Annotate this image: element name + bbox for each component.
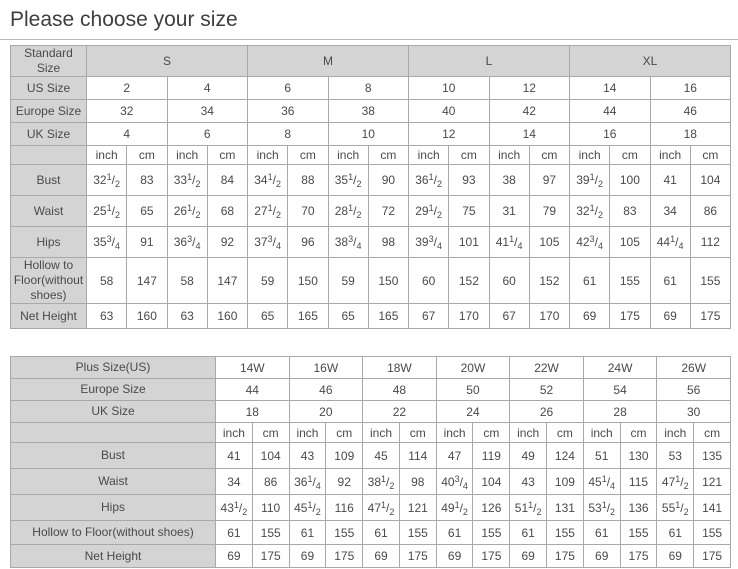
value-cell: 155 [326,521,363,545]
size-cell: 18 [216,401,290,423]
size-cell: 26W [657,357,731,379]
value-cell: 170 [529,304,569,329]
value-cell: 126 [473,495,510,521]
size-cell: 12 [409,123,490,146]
size-cell: 4 [87,123,168,146]
value-cell: 86 [252,469,289,495]
value-cell: 65 [328,304,368,329]
size-group-cell: XL [570,46,731,77]
value-cell: 65 [127,196,167,227]
value-cell: $29^1/_2$ [409,196,449,227]
value-cell: 121 [399,495,436,521]
value-cell: 130 [620,443,657,469]
value-cell: 70 [288,196,328,227]
value-cell: 115 [620,469,657,495]
value-cell: 147 [127,258,167,304]
value-cell: 69 [289,545,326,568]
value-cell: $36^3/_4$ [167,227,207,258]
value-cell: 175 [326,545,363,568]
value-cell: 135 [694,443,731,469]
size-group-cell: L [409,46,570,77]
value-cell: 59 [248,258,288,304]
size-cell: 16W [289,357,363,379]
value-cell: 61 [363,521,400,545]
unit-cell: inch [570,146,610,165]
size-cell: 10 [409,77,490,100]
unit-cell: inch [510,423,547,443]
unit-cell: cm [690,146,730,165]
standard-size-table [10,45,731,329]
size-cell: 20W [436,357,510,379]
row-label: Plus Size(US) [11,357,216,379]
value-cell: 34 [216,469,253,495]
size-group-cell: S [87,46,248,77]
size-group-cell: M [248,46,409,77]
value-cell: 109 [326,443,363,469]
size-cell: 34 [167,100,248,123]
unit-cell: inch [87,146,127,165]
value-cell: 136 [620,495,657,521]
value-cell: $25^1/_2$ [87,196,127,227]
size-cell: 6 [167,123,248,146]
value-cell: $53^1/_2$ [583,495,620,521]
value-cell: 97 [529,165,569,196]
unit-cell: inch [289,423,326,443]
size-cell: 44 [216,379,290,401]
value-cell: 165 [288,304,328,329]
value-cell: 83 [127,165,167,196]
value-cell: 34 [650,196,690,227]
value-cell: $43^1/_2$ [216,495,253,521]
value-cell: 61 [216,521,253,545]
value-cell: $36^1/_4$ [289,469,326,495]
value-cell: $47^1/_2$ [657,469,694,495]
size-cell: 14W [216,357,290,379]
unit-cell: inch [436,423,473,443]
value-cell: 104 [252,443,289,469]
size-cell: 16 [570,123,651,146]
unit-cell: cm [449,146,489,165]
unit-cell: cm [127,146,167,165]
value-cell: 170 [449,304,489,329]
value-cell: $45^1/_2$ [289,495,326,521]
size-cell: 36 [248,100,329,123]
size-cell: 18 [650,123,731,146]
unit-cell: cm [694,423,731,443]
unit-cell: inch [409,146,449,165]
value-cell: 155 [694,521,731,545]
value-cell: $26^1/_2$ [167,196,207,227]
value-cell: $37^3/_4$ [248,227,288,258]
value-cell: 100 [610,165,650,196]
value-cell: 84 [207,165,247,196]
value-cell: 104 [690,165,730,196]
row-label: Hollow to Floor(without shoes) [11,521,216,545]
value-cell: 175 [252,545,289,568]
value-cell: 86 [690,196,730,227]
size-cell: 16 [650,77,731,100]
value-cell: 109 [547,469,584,495]
value-cell: 112 [690,227,730,258]
value-cell: $28^1/_2$ [328,196,368,227]
value-cell: 63 [87,304,127,329]
value-cell: 69 [510,545,547,568]
value-cell: 155 [399,521,436,545]
row-label: Europe Size [11,100,87,123]
value-cell: $35^1/_2$ [328,165,368,196]
value-cell: $32^1/_2$ [570,196,610,227]
size-cell: 44 [570,100,651,123]
corner-cell: Standard Size [11,46,87,77]
value-cell: 175 [547,545,584,568]
value-cell: 47 [436,443,473,469]
size-cell: 50 [436,379,510,401]
unit-cell: inch [489,146,529,165]
value-cell: 147 [207,258,247,304]
value-cell: 58 [87,258,127,304]
value-cell: 131 [547,495,584,521]
size-cell: 30 [657,401,731,423]
size-cell: 24 [436,401,510,423]
value-cell: 49 [510,443,547,469]
plus-size-table [10,356,731,568]
row-label: Net Height [11,304,87,329]
size-cell: 10 [328,123,409,146]
size-cell: 46 [289,379,363,401]
size-cell: 4 [167,77,248,100]
size-cell: 40 [409,100,490,123]
value-cell: 51 [583,443,620,469]
size-cell: 2 [87,77,168,100]
title-divider [0,39,738,40]
value-cell: 96 [288,227,328,258]
value-cell: 67 [409,304,449,329]
value-cell: 69 [657,545,694,568]
value-cell: 91 [127,227,167,258]
unit-cell: inch [328,146,368,165]
value-cell: 72 [368,196,408,227]
value-cell: 119 [473,443,510,469]
size-cell: 24W [583,357,657,379]
size-cell: 12 [489,77,570,100]
value-cell: $34^1/_2$ [248,165,288,196]
size-cell: 22W [510,357,584,379]
value-cell: 150 [288,258,328,304]
value-cell: $38^3/_4$ [328,227,368,258]
row-label: Hollow to Floor(without shoes) [11,258,87,304]
row-label: Hips [11,495,216,521]
size-cell: 14 [570,77,651,100]
value-cell: 155 [690,258,730,304]
value-cell: 155 [610,258,650,304]
value-cell: $27^1/_2$ [248,196,288,227]
row-label: Waist [11,469,216,495]
size-cell: 32 [87,100,168,123]
size-cell: 14 [489,123,570,146]
value-cell: 83 [610,196,650,227]
value-cell: 69 [650,304,690,329]
value-cell: $39^1/_2$ [570,165,610,196]
page-title: Please choose your size [10,8,238,31]
value-cell: 175 [620,545,657,568]
value-cell: 104 [473,469,510,495]
value-cell: 110 [252,495,289,521]
value-cell: $47^1/_2$ [363,495,400,521]
value-cell: 114 [399,443,436,469]
value-cell: 79 [529,196,569,227]
value-cell: 43 [289,443,326,469]
size-cell: 54 [583,379,657,401]
value-cell: $41^1/_4$ [489,227,529,258]
value-cell: 155 [473,521,510,545]
value-cell: $33^1/_2$ [167,165,207,196]
size-cell: 46 [650,100,731,123]
value-cell: 150 [368,258,408,304]
value-cell: 61 [510,521,547,545]
unit-cell: inch [657,423,694,443]
unit-cell: inch [216,423,253,443]
value-cell: 165 [368,304,408,329]
value-cell: 105 [529,227,569,258]
value-cell: 69 [436,545,473,568]
value-cell: 121 [694,469,731,495]
value-cell: $40^3/_4$ [436,469,473,495]
size-cell: 26 [510,401,584,423]
row-label: UK Size [11,401,216,423]
value-cell: 61 [650,258,690,304]
value-cell: 61 [289,521,326,545]
unit-cell: cm [529,146,569,165]
value-cell: 101 [449,227,489,258]
value-cell: $44^1/_4$ [650,227,690,258]
size-cell: 20 [289,401,363,423]
value-cell: 41 [216,443,253,469]
row-label: Waist [11,196,87,227]
unit-cell: cm [368,146,408,165]
value-cell: 105 [610,227,650,258]
size-cell: 48 [363,379,437,401]
size-cell: 52 [510,379,584,401]
value-cell: 124 [547,443,584,469]
value-cell: 98 [399,469,436,495]
value-cell: 175 [399,545,436,568]
size-cell: 22 [363,401,437,423]
value-cell: 92 [326,469,363,495]
row-label [11,423,216,443]
value-cell: 152 [449,258,489,304]
unit-cell: inch [583,423,620,443]
value-cell: $49^1/_2$ [436,495,473,521]
value-cell: $55^1/_2$ [657,495,694,521]
unit-cell: inch [248,146,288,165]
row-label [11,146,87,165]
unit-cell: cm [547,423,584,443]
unit-cell: cm [326,423,363,443]
value-cell: 98 [368,227,408,258]
unit-cell: cm [288,146,328,165]
value-cell: 160 [127,304,167,329]
value-cell: 61 [583,521,620,545]
value-cell: 60 [489,258,529,304]
row-label: US Size [11,77,87,100]
value-cell: 116 [326,495,363,521]
value-cell: 41 [650,165,690,196]
value-cell: 92 [207,227,247,258]
value-cell: 59 [328,258,368,304]
value-cell: $42^3/_4$ [570,227,610,258]
value-cell: $32^1/_2$ [87,165,127,196]
value-cell: 53 [657,443,694,469]
unit-cell: cm [610,146,650,165]
unit-cell: cm [207,146,247,165]
value-cell: $36^1/_2$ [409,165,449,196]
size-cell: 42 [489,100,570,123]
unit-cell: inch [363,423,400,443]
value-cell: $39^3/_4$ [409,227,449,258]
value-cell: 38 [489,165,529,196]
unit-cell: inch [650,146,690,165]
size-cell: 6 [248,77,329,100]
value-cell: 43 [510,469,547,495]
size-cell: 28 [583,401,657,423]
value-cell: 75 [449,196,489,227]
value-cell: 88 [288,165,328,196]
value-cell: 31 [489,196,529,227]
row-label: UK Size [11,123,87,146]
size-cell: 56 [657,379,731,401]
value-cell: 63 [167,304,207,329]
unit-cell: inch [167,146,207,165]
value-cell: 175 [473,545,510,568]
value-cell: 90 [368,165,408,196]
row-label: Bust [11,443,216,469]
value-cell: $38^1/_2$ [363,469,400,495]
value-cell: 69 [570,304,610,329]
size-cell: 38 [328,100,409,123]
value-cell: 45 [363,443,400,469]
row-label: Europe Size [11,379,216,401]
value-cell: 61 [570,258,610,304]
unit-cell: cm [399,423,436,443]
value-cell: $51^1/_2$ [510,495,547,521]
value-cell: 155 [252,521,289,545]
value-cell: 61 [657,521,694,545]
value-cell: 155 [547,521,584,545]
unit-cell: cm [473,423,510,443]
row-label: Hips [11,227,87,258]
value-cell: 60 [409,258,449,304]
value-cell: 93 [449,165,489,196]
value-cell: 175 [610,304,650,329]
value-cell: 175 [694,545,731,568]
value-cell: 58 [167,258,207,304]
value-cell: 65 [248,304,288,329]
value-cell: 67 [489,304,529,329]
value-cell: $45^1/_4$ [583,469,620,495]
value-cell: 175 [690,304,730,329]
value-cell: 69 [363,545,400,568]
size-cell: 18W [363,357,437,379]
row-label: Net Height [11,545,216,568]
unit-cell: cm [252,423,289,443]
value-cell: 160 [207,304,247,329]
row-label: Bust [11,165,87,196]
size-cell: 8 [248,123,329,146]
size-cell: 8 [328,77,409,100]
value-cell: 68 [207,196,247,227]
unit-cell: cm [620,423,657,443]
value-cell: 152 [529,258,569,304]
value-cell: 155 [620,521,657,545]
value-cell: 141 [694,495,731,521]
value-cell: 69 [583,545,620,568]
value-cell: 69 [216,545,253,568]
value-cell: $35^3/_4$ [87,227,127,258]
value-cell: 61 [436,521,473,545]
